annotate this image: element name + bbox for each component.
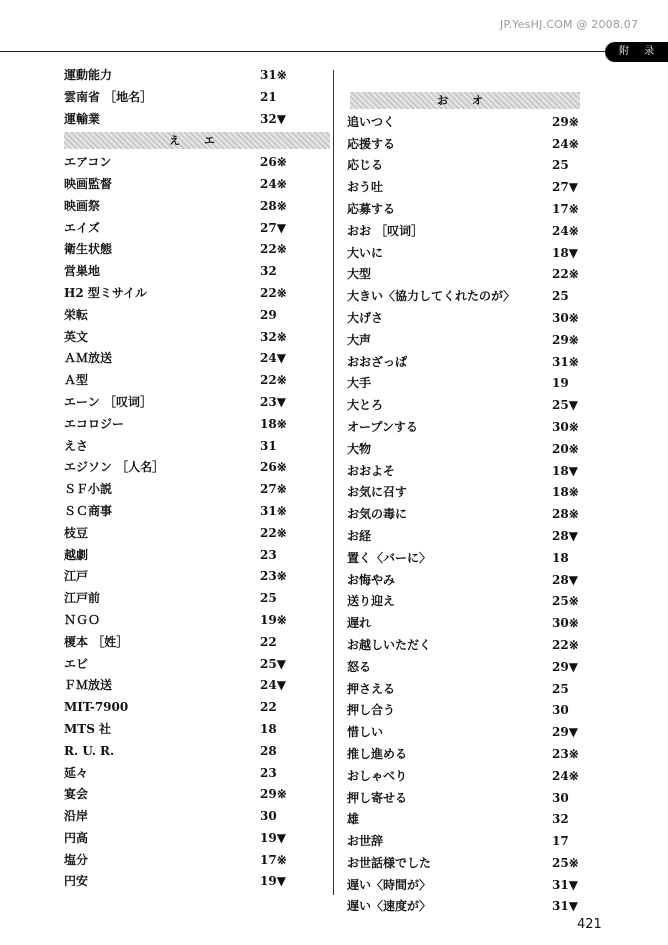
section-header [64, 130, 332, 152]
index-entry [64, 545, 332, 567]
index-entry [347, 439, 587, 461]
right-column [347, 90, 587, 918]
entry-term: 大とろ [347, 398, 384, 413]
index-entry [347, 330, 587, 352]
entry-term: 押し寄せる [347, 790, 408, 805]
header-rule [0, 51, 612, 52]
entry-reference: 21 [260, 89, 277, 104]
entry-term: 運輸業 [64, 111, 101, 126]
entry-reference: 29 [260, 307, 277, 322]
index-entry [64, 719, 332, 741]
entry-reference: 17※ [552, 201, 579, 216]
appendix-tab: 附 录 [605, 42, 668, 62]
entry-term: エアコン [64, 155, 112, 170]
entry-term: お世辞 [347, 834, 384, 849]
entry-term: 押さえる [347, 681, 396, 696]
entry-term: MIT-7900 [64, 700, 129, 715]
entry-reference: 31 [260, 438, 277, 453]
entry-term: 遅い〈時間が〉 [347, 877, 432, 892]
entry-reference: 32▼ [260, 111, 286, 126]
entry-reference: 30 [552, 703, 569, 718]
index-entry [347, 286, 587, 308]
index-entry [347, 482, 587, 504]
entry-reference: 32 [260, 264, 277, 279]
entry-reference: 24※ [260, 176, 287, 191]
entry-term: 惜しい [347, 725, 384, 740]
entry-reference: 23 [260, 765, 277, 780]
entry-reference: 29▼ [552, 725, 578, 740]
entry-term: ＮＧＯ [64, 612, 101, 627]
entry-term: エジソン ［人名］ [64, 460, 165, 475]
entry-reference: 29※ [552, 332, 579, 347]
entry-reference: 23▼ [260, 394, 286, 409]
index-entry [64, 654, 332, 676]
entry-reference: 32※ [260, 329, 287, 344]
entry-reference: 30 [260, 809, 277, 824]
index-entry [347, 221, 587, 243]
entry-reference: 25※ [552, 594, 579, 609]
entry-term: お越しいただく [347, 637, 432, 652]
entry-reference: 30 [552, 790, 569, 805]
index-entry [347, 853, 587, 875]
entry-term: お世話様でした [347, 855, 432, 870]
entry-term: 大いに [347, 245, 384, 260]
index-entry [64, 871, 332, 893]
index-entry [64, 588, 332, 610]
entry-reference: 27▼ [552, 180, 578, 195]
entry-reference: 24▼ [260, 351, 286, 366]
entry-term: 映画監督 [64, 176, 113, 191]
index-entry [347, 112, 587, 134]
entry-term: 大手 [347, 376, 372, 391]
entry-term: 怒る [347, 659, 372, 674]
index-entry [347, 308, 587, 330]
index-entry [64, 392, 332, 414]
entry-term: 追いつく [347, 114, 396, 129]
entry-reference: 28▼ [552, 572, 578, 587]
entry-term: H2 型ミサイル [64, 285, 148, 300]
entry-reference: 18▼ [552, 245, 578, 260]
entry-reference: 17 [552, 834, 569, 849]
index-entry [64, 610, 332, 632]
index-entry [347, 809, 587, 831]
index-entry [347, 352, 587, 374]
index-entry [347, 875, 587, 897]
entry-reference: 27※ [260, 482, 287, 497]
index-entry [347, 635, 587, 657]
entry-term: おおざっぱ [347, 354, 408, 369]
index-entry [64, 806, 332, 828]
index-entry [64, 523, 332, 545]
entry-term: 営巣地 [64, 264, 101, 279]
index-entry [64, 261, 332, 283]
entry-reference: 26※ [260, 460, 287, 475]
entry-term: 宴会 [64, 787, 89, 802]
entry-term: お気に召す [347, 485, 408, 500]
entry-reference: 23※ [260, 569, 287, 584]
index-entry [347, 199, 587, 221]
index-entry [64, 501, 332, 523]
entry-term: 大げさ [347, 310, 384, 325]
index-entry [347, 177, 587, 199]
entry-term: 大物 [347, 441, 372, 456]
entry-reference: 18 [260, 721, 277, 736]
entry-term: エビ [64, 656, 89, 671]
entry-term: 衛生状態 [64, 242, 113, 257]
entry-term: 塩分 [64, 852, 89, 867]
entry-reference: 24※ [552, 223, 579, 238]
entry-reference: 31※ [552, 354, 579, 369]
entry-reference: 22※ [552, 637, 579, 652]
index-entry [64, 697, 332, 719]
entry-reference: 25 [552, 289, 569, 304]
entry-reference: 31※ [260, 503, 287, 518]
entry-term: 江戸 [64, 569, 89, 584]
entry-term: 置く〈バーに〉 [347, 550, 432, 565]
index-entry [64, 632, 332, 654]
entry-reference: 22※ [260, 242, 287, 257]
entry-reference: 22 [260, 700, 277, 715]
entry-reference: 32 [552, 812, 569, 827]
entry-term: 英文 [64, 329, 89, 344]
entry-term: 円安 [64, 874, 89, 889]
index-entry [347, 243, 587, 265]
entry-reference: 19▼ [260, 830, 286, 845]
index-entry [64, 218, 332, 240]
entry-term: 応募する [347, 201, 396, 216]
entry-term: ＳＦ小説 [64, 482, 113, 497]
entry-term: 運動能力 [64, 68, 113, 82]
index-entry [347, 657, 587, 679]
entry-reference: 22※ [552, 267, 579, 282]
entry-term: ＦＭ放送 [64, 678, 113, 693]
entry-reference: 20※ [552, 441, 579, 456]
left-column [64, 65, 332, 893]
entry-term: 雲南省 ［地名］ [64, 89, 153, 104]
entry-reference: 24※ [552, 136, 579, 151]
entry-reference: 31▼ [552, 899, 578, 914]
entry-term: 押し合う [347, 703, 396, 718]
entry-term: エコロジー [64, 416, 125, 431]
entry-term: 榎本 ［姓］ [64, 634, 129, 649]
entry-term: 大声 [347, 332, 372, 347]
index-entry [64, 457, 332, 479]
entry-reference: 30※ [552, 419, 579, 434]
page-number: 421 [577, 917, 602, 932]
index-entry [347, 395, 587, 417]
entry-reference: 17※ [260, 852, 287, 867]
index-entry [347, 570, 587, 592]
index-entry [347, 417, 587, 439]
index-entry [347, 526, 587, 548]
index-entry [64, 196, 332, 218]
entry-reference: 19※ [260, 612, 287, 627]
entry-reference: 18▼ [552, 463, 578, 478]
index-entry [347, 504, 587, 526]
entry-term: お悔やみ [347, 572, 396, 587]
index-entry [64, 828, 332, 850]
index-entry [64, 174, 332, 196]
entry-term: 沿岸 [64, 809, 89, 824]
entry-reference: 29※ [260, 787, 287, 802]
index-entry [64, 436, 332, 458]
entry-reference: 31▼ [552, 877, 578, 892]
index-entry [347, 896, 587, 918]
entry-reference: 25 [552, 158, 569, 173]
entry-reference: 27▼ [260, 220, 286, 235]
entry-reference: 28▼ [552, 528, 578, 543]
index-entry [64, 65, 332, 87]
entry-term: 映画祭 [64, 198, 101, 213]
index-entry [64, 152, 332, 174]
entry-reference: 22※ [260, 525, 287, 540]
index-entry [64, 675, 332, 697]
section-label: お オ [350, 92, 580, 109]
index-entry [64, 850, 332, 872]
entry-term: 枝豆 [64, 525, 89, 540]
index-entry [64, 239, 332, 261]
section-label: え エ [64, 132, 330, 149]
index-entry [347, 679, 587, 701]
index-entry [64, 305, 332, 327]
index-entry [347, 264, 587, 286]
entry-reference: 25 [260, 591, 277, 606]
entry-term: 円高 [64, 830, 89, 845]
index-entry [64, 784, 332, 806]
entry-term: オープンする [347, 419, 418, 434]
entry-term: お経 [347, 528, 372, 543]
entry-reference: 26※ [260, 155, 287, 170]
index-entry [64, 763, 332, 785]
entry-term: お気の毒に [347, 507, 408, 522]
entry-term: 推し進める [347, 746, 408, 761]
entry-term: おう吐 [347, 180, 384, 195]
entry-term: エーン ［叹词］ [64, 394, 152, 409]
entry-reference: 22 [260, 634, 277, 649]
index-entry [64, 109, 332, 131]
entry-reference: 24▼ [260, 678, 286, 693]
index-entry [64, 348, 332, 370]
index-entry [347, 591, 587, 613]
watermark: JP.YesHJ.COM @ 2008.07 [500, 18, 639, 31]
section-header [347, 90, 587, 112]
entry-reference: 22※ [260, 373, 287, 388]
entry-reference: 28※ [260, 198, 287, 213]
index-entry [64, 566, 332, 588]
index-entry [347, 744, 587, 766]
index-entry [347, 155, 587, 177]
index-entry [347, 722, 587, 744]
entry-term: 応じる [347, 158, 384, 173]
index-entry [64, 479, 332, 501]
entry-term: ＳＣ商事 [64, 503, 113, 518]
entry-reference: 25▼ [260, 656, 286, 671]
index-entry [64, 414, 332, 436]
entry-reference: 25 [552, 681, 569, 696]
entry-reference: 23 [260, 547, 277, 562]
entry-reference: 28 [260, 743, 277, 758]
entry-term: R. U. R. [64, 743, 115, 758]
entry-term: おしゃべり [347, 768, 408, 783]
index-entry [347, 373, 587, 395]
entry-reference: 30※ [552, 616, 579, 631]
entry-reference: 19▼ [260, 874, 286, 889]
index-entry [64, 327, 332, 349]
index-entry [347, 613, 587, 635]
entry-reference: 18※ [260, 416, 287, 431]
entry-term: 延々 [64, 765, 89, 780]
index-entry [347, 700, 587, 722]
index-entry [347, 766, 587, 788]
index-entry [64, 741, 332, 763]
entry-term: 応援する [347, 136, 396, 151]
index-entry [347, 788, 587, 810]
index-entry [347, 548, 587, 570]
entry-term: Ａ型 [64, 373, 89, 388]
entry-term: ＡＭ放送 [64, 351, 113, 366]
entry-reference: 28※ [552, 507, 579, 522]
column-divider [333, 70, 334, 895]
index-entry [347, 461, 587, 483]
entry-reference: 24※ [552, 768, 579, 783]
entry-term: 遅れ [347, 616, 372, 631]
entry-reference: 29※ [552, 114, 579, 129]
index-entry [64, 87, 332, 109]
entry-reference: 31※ [260, 68, 287, 82]
entry-term: 送り迎え [347, 594, 396, 609]
entry-term: おお ［叹词］ [347, 223, 424, 238]
entry-reference: 30※ [552, 310, 579, 325]
entry-reference: 18 [552, 550, 569, 565]
entry-term: 江戸前 [64, 591, 101, 606]
entry-reference: 25※ [552, 855, 579, 870]
entry-reference: 25▼ [552, 398, 578, 413]
entry-reference: 22※ [260, 285, 287, 300]
entry-reference: 18※ [552, 485, 579, 500]
entry-reference: 23※ [552, 746, 579, 761]
index-entry [347, 134, 587, 156]
entry-term: MTS 社 [64, 721, 112, 736]
entry-term: 遅い〈速度が〉 [347, 899, 432, 914]
entry-term: おおよそ [347, 463, 396, 478]
index-entry [64, 283, 332, 305]
entry-term: 越劇 [64, 547, 89, 562]
entry-reference: 29▼ [552, 659, 578, 674]
entry-term: えさ [64, 438, 89, 453]
entry-term: 大型 [347, 267, 372, 282]
entry-reference: 19 [552, 376, 569, 391]
entry-term: エイズ [64, 220, 100, 235]
entry-term: 栄転 [64, 307, 89, 322]
entry-term: 雄 [347, 812, 360, 827]
index-entry [347, 831, 587, 853]
entry-term: 大きい〈協力してくれたのが〉 [347, 289, 516, 304]
index-entry [64, 370, 332, 392]
